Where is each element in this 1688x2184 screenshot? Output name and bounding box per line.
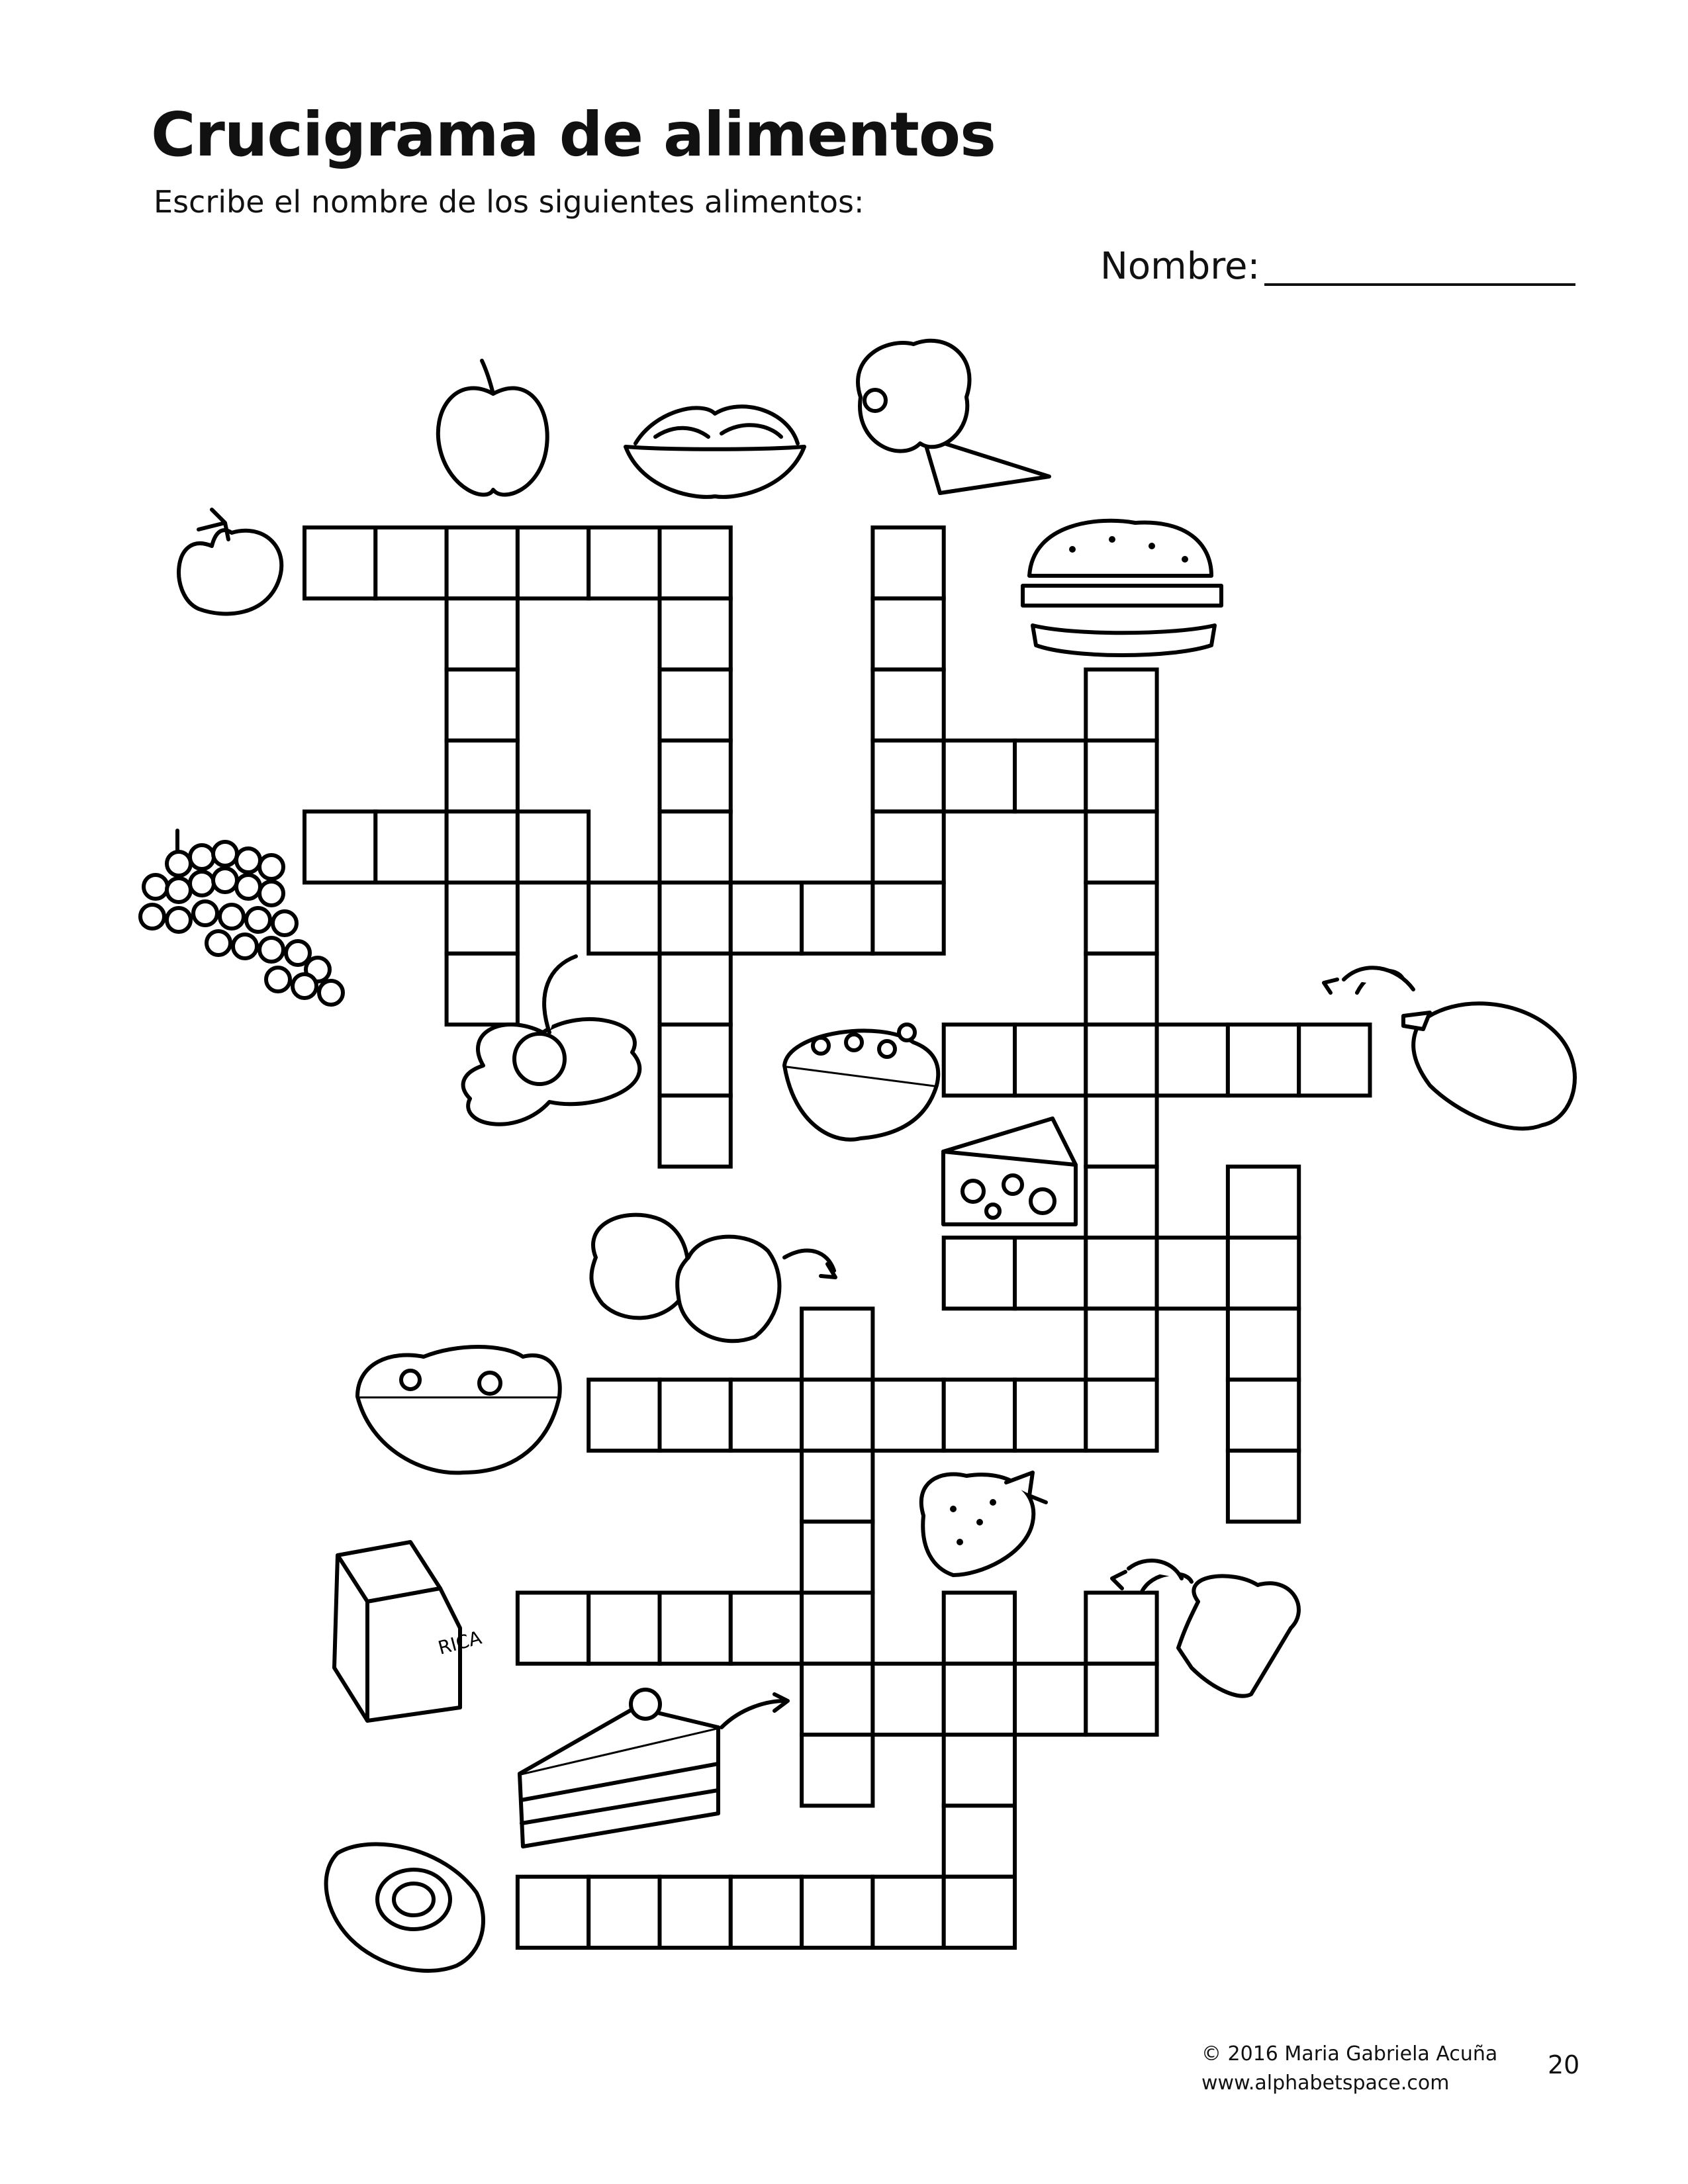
page-number: 20 xyxy=(1548,2050,1580,2079)
footer-credit xyxy=(1201,2040,1497,2098)
instructions: Escribe el nombre de los siguientes alimentos: xyxy=(154,184,865,220)
milk-carton-icon xyxy=(334,1542,484,1721)
salad-icon xyxy=(357,1347,560,1473)
fried-egg-icon xyxy=(463,956,640,1124)
carton-label: RICA xyxy=(436,1626,484,1659)
bread-icon xyxy=(1112,1572,1299,1696)
tomato-icon xyxy=(179,510,281,614)
arrow-icon xyxy=(1129,1561,1182,1578)
website-text: www.alphabetspace.com xyxy=(1201,2071,1450,2095)
name-label: Nombre: xyxy=(1100,245,1260,288)
hamburger-icon xyxy=(1023,521,1221,655)
spaghetti-icon xyxy=(626,406,804,497)
cake-icon xyxy=(520,1690,788,1846)
grapes-icon xyxy=(140,831,343,1005)
strawberry-icon xyxy=(921,1473,1046,1575)
chicken-icon xyxy=(1324,971,1575,1128)
cereal-icon xyxy=(784,1024,938,1140)
page-title: Crucigrama de alimentos xyxy=(151,99,996,170)
apple-icon xyxy=(438,361,547,495)
cheese-icon xyxy=(943,1118,1076,1224)
cookies-icon xyxy=(591,1215,835,1342)
copyright-text: © 2016 Maria Gabriela Acuña xyxy=(1201,2042,1498,2066)
ice-cream-icon xyxy=(858,341,1049,493)
onion-icon xyxy=(326,1844,483,1971)
